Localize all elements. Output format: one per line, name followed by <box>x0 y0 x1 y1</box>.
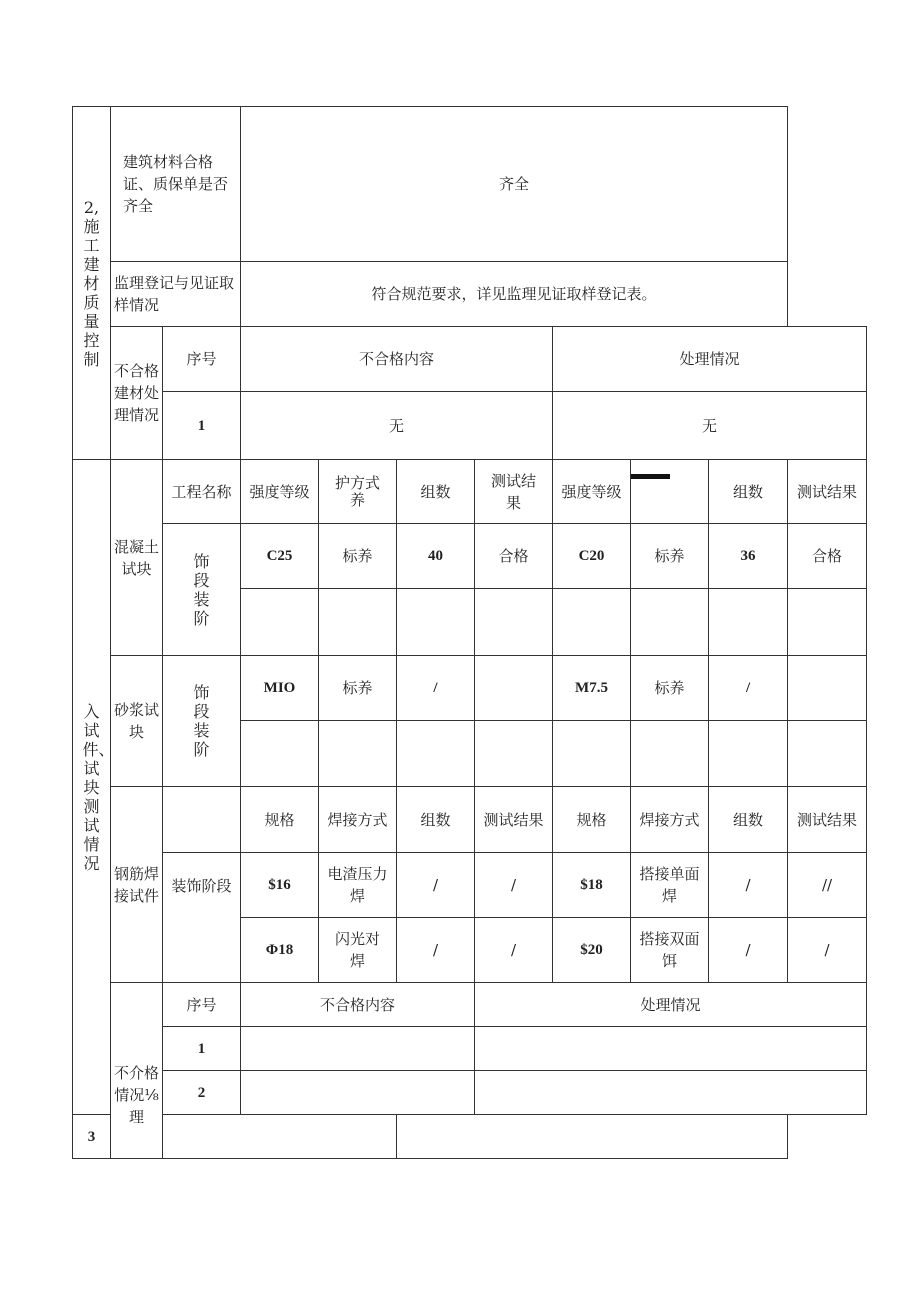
nc3-row-seq: 2 <box>163 1071 241 1115</box>
nc3-row-handling <box>475 1027 867 1071</box>
concrete-h-blank <box>631 460 709 524</box>
rebar-groups-b2: / <box>709 918 788 983</box>
witness-label: 监理登记与见证取样情况 <box>111 262 241 327</box>
quality-control-table <box>72 106 867 1159</box>
nc-header-content: 不合格内容 <box>241 327 553 392</box>
rebar-groups-a2: / <box>397 918 475 983</box>
mortar-stage: 饰段装阶 <box>163 656 241 787</box>
empty-cell <box>241 721 319 787</box>
empty-cell <box>553 721 631 787</box>
rebar-h-groups-a: 组数 <box>397 787 475 853</box>
concrete-label: 混凝土试块 <box>111 460 163 656</box>
mortar-result-a <box>475 656 553 721</box>
mortar-label: 砂浆试块 <box>111 656 163 787</box>
nc-header-seq: 序号 <box>163 327 241 392</box>
nc-sample-label: 不介格情况⅛理 <box>111 983 163 1159</box>
rebar-h-result-b: 测试结果 <box>788 787 867 853</box>
rebar-h-weld-b: 焊接方式 <box>631 787 709 853</box>
rebar-h-result-a: 测试结果 <box>475 787 553 853</box>
empty-cell <box>241 589 319 656</box>
concrete-cure-b: 标养 <box>631 524 709 589</box>
mortar-grade-b: M7.5 <box>553 656 631 721</box>
concrete-result-a: 合格 <box>475 524 553 589</box>
concrete-h-result-b: 测试结果 <box>788 460 867 524</box>
nc-header-handling: 处理情况 <box>553 327 867 392</box>
mortar-cure-b: 标养 <box>631 656 709 721</box>
empty-cell <box>631 589 709 656</box>
mortar-grade-a: MIO <box>241 656 319 721</box>
rebar-result-b2: / <box>788 918 867 983</box>
witness-value: 符合规范要求，详见监理见证取样登记表。 <box>241 262 788 327</box>
empty-cell <box>397 589 475 656</box>
rebar-weld-b2: 搭接双面饵 <box>631 918 709 983</box>
nc3-row-seq: 3 <box>73 1115 111 1159</box>
concrete-grade-a: C25 <box>241 524 319 589</box>
rebar-h-spec-b: 规格 <box>553 787 631 853</box>
nc3-row-seq: 1 <box>163 1027 241 1071</box>
concrete-grade-b: C20 <box>553 524 631 589</box>
rebar-result-a: / <box>475 853 553 918</box>
nc-material-label: 不合格建材处理情况 <box>111 327 163 460</box>
concrete-h-project: 工程名称 <box>163 460 241 524</box>
rebar-spec-b: $18 <box>553 853 631 918</box>
nc3-row-handling <box>397 1115 788 1159</box>
empty-cell <box>788 721 867 787</box>
rebar-h-weld-a: 焊接方式 <box>319 787 397 853</box>
concrete-h-grade-a: 强度等级 <box>241 460 319 524</box>
nc3-header-seq: 序号 <box>163 983 241 1027</box>
ink-mark <box>631 474 670 479</box>
rebar-spec-b2: $20 <box>553 918 631 983</box>
concrete-result-b: 合格 <box>788 524 867 589</box>
concrete-groups-b: 36 <box>709 524 788 589</box>
empty-cell <box>475 721 553 787</box>
nc3-row-content <box>163 1115 397 1159</box>
empty-cell <box>319 589 397 656</box>
rebar-groups-a: / <box>397 853 475 918</box>
section2-title: 2,施工建材质量控制 <box>73 107 111 460</box>
nc3-row-handling <box>475 1071 867 1115</box>
rebar-stage: 装饰阶段 <box>163 853 241 983</box>
empty-cell <box>475 589 553 656</box>
concrete-cure-a: 标养 <box>319 524 397 589</box>
concrete-h-cure: 护方式养 <box>319 460 397 524</box>
concrete-stage: 饰段装阶 <box>163 524 241 656</box>
empty-cell <box>788 589 867 656</box>
rebar-spec-a: $16 <box>241 853 319 918</box>
rebar-h-empty <box>163 787 241 853</box>
rebar-spec-a2: Φ18 <box>241 918 319 983</box>
nc-row-seq: 1 <box>163 392 241 460</box>
rebar-groups-b: / <box>709 853 788 918</box>
mortar-cure-a: 标养 <box>319 656 397 721</box>
rebar-weld-b: 搭接单面焊 <box>631 853 709 918</box>
empty-cell <box>397 721 475 787</box>
rebar-weld-a2: 闪光对焊 <box>319 918 397 983</box>
concrete-h-groups-b: 组数 <box>709 460 788 524</box>
rebar-result-b: // <box>788 853 867 918</box>
nc-row-handling: 无 <box>553 392 867 460</box>
mortar-groups-b: / <box>709 656 788 721</box>
nc3-header-handling: 处理情况 <box>475 983 867 1027</box>
concrete-groups-a: 40 <box>397 524 475 589</box>
section3-title: 入试件、试块测试情况 <box>73 460 111 1115</box>
nc3-row-content <box>241 1027 475 1071</box>
nc3-row-content <box>241 1071 475 1115</box>
empty-cell <box>709 721 788 787</box>
concrete-h-groups-a: 组数 <box>397 460 475 524</box>
empty-cell <box>553 589 631 656</box>
nc-row-content: 无 <box>241 392 553 460</box>
material-cert-label: 建筑材料合格证、质保单是否齐全 <box>111 107 241 262</box>
mortar-result-b <box>788 656 867 721</box>
rebar-weld-a: 电渣压力焊 <box>319 853 397 918</box>
rebar-result-a2: / <box>475 918 553 983</box>
rebar-label: 钢筋焊接试件 <box>111 787 163 983</box>
empty-cell <box>631 721 709 787</box>
empty-cell <box>319 721 397 787</box>
nc3-header-content: 不合格内容 <box>241 983 475 1027</box>
empty-cell <box>709 589 788 656</box>
mortar-groups-a: / <box>397 656 475 721</box>
concrete-h-result-a: 测试结果 <box>475 460 553 524</box>
rebar-h-groups-b: 组数 <box>709 787 788 853</box>
rebar-h-spec-a: 规格 <box>241 787 319 853</box>
concrete-h-grade-b: 强度等级 <box>553 460 631 524</box>
material-cert-value: 齐全 <box>241 107 788 262</box>
